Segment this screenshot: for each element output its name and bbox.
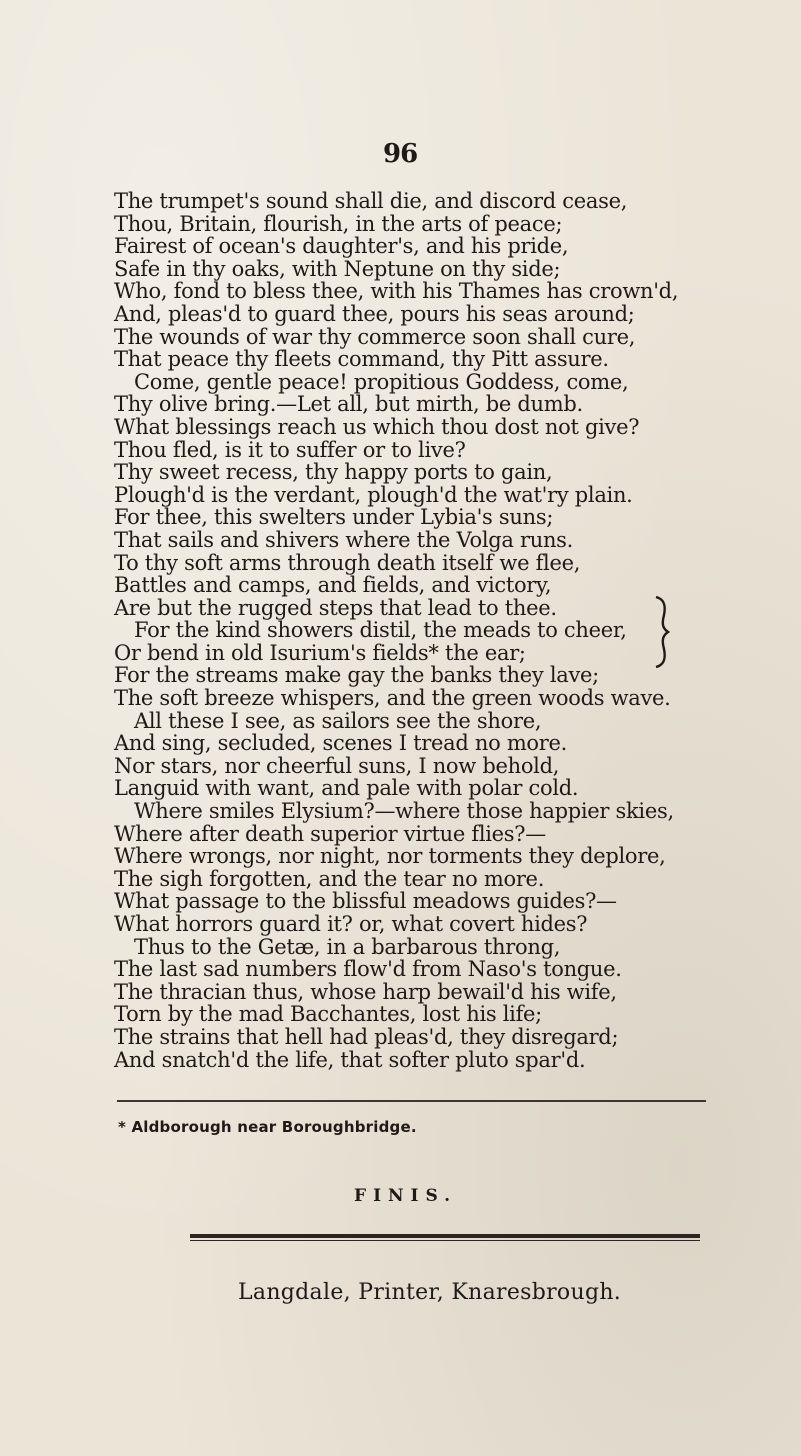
verse-line: For thee, this swelters under Lybia's suns; bbox=[114, 505, 554, 530]
poem-text bbox=[114, 190, 714, 1071]
verse-line: Torn by the mad Bacchantes, lost his life; bbox=[114, 1002, 542, 1027]
verse-line: The last sad numbers flow'd from Naso's tongue. bbox=[114, 957, 622, 982]
printer-imprint: Langdale, Printer, Knaresbrough. bbox=[238, 1280, 622, 1305]
triplet-brace bbox=[650, 595, 674, 669]
verse-line: And sing, secluded, scenes I tread no more. bbox=[114, 731, 568, 756]
verse-line: Languid with want, and pale with polar cold. bbox=[114, 776, 579, 801]
verse-line: The thracian thus, whose harp bewail'd his wife, bbox=[114, 979, 617, 1004]
verse-line: Come, gentle peace! propitious Goddess, come, bbox=[134, 369, 629, 394]
verse-line: Battles and camps, and fields, and victory, bbox=[114, 573, 552, 598]
verse-line: That sails and shivers where the Volga runs. bbox=[114, 527, 574, 552]
double-rule bbox=[190, 1234, 700, 1241]
verse-line: Who, fond to bless thee, with his Thames has crown'd, bbox=[114, 279, 679, 304]
verse-line: Or bend in old Isurium's fields* the ear; bbox=[114, 640, 526, 665]
verse-line: The strains that hell had pleas'd, they disregard; bbox=[114, 1024, 619, 1049]
verse-line: Thou fled, is it to suffer or to live? bbox=[114, 437, 466, 462]
footnote: * Aldborough near Boroughbridge. bbox=[118, 1118, 417, 1136]
verse-line: Thy sweet recess, thy happy ports to gain, bbox=[114, 460, 553, 485]
verse-line: Are but the rugged steps that lead to thee. bbox=[114, 595, 557, 620]
verse-line: The soft breeze whispers, and the green woods wave. bbox=[114, 686, 671, 711]
page-number: 96 bbox=[383, 139, 418, 169]
verse-line: For the kind showers distil, the meads to cheer, bbox=[134, 618, 627, 643]
verse-line: For the streams make gay the banks they lave; bbox=[114, 663, 599, 688]
verse-line: The trumpet's sound shall die, and discord cease, bbox=[114, 189, 628, 213]
verse-line: Where smiles Elysium?—where those happier skies, bbox=[134, 799, 674, 824]
verse-line: Safe in thy oaks, with Neptune on thy side; bbox=[114, 256, 561, 281]
verse-line: The wounds of war thy commerce soon shall cure, bbox=[114, 324, 636, 349]
verse-line: The sigh forgotten, and the tear no more. bbox=[114, 866, 545, 891]
verse-line: All these I see, as sailors see the shore, bbox=[134, 708, 542, 733]
verse-line: What horrors guard it? or, what covert hides? bbox=[114, 912, 588, 936]
verse-line: And snatch'd the life, that softer pluto spar'd. bbox=[114, 1047, 586, 1072]
verse-line: Fairest of ocean's daughter's, and his pride, bbox=[114, 234, 569, 259]
verse-line: And, pleas'd to guard thee, pours his seas around; bbox=[114, 301, 635, 326]
finis-text: FINIS. bbox=[354, 1186, 458, 1206]
verse-line: Nor stars, nor cheerful suns, I now behold, bbox=[114, 753, 560, 778]
verse-line: What passage to the blissful meadows guides?— bbox=[114, 889, 617, 914]
verse-line: What blessings reach us which thou dost not give? bbox=[114, 414, 640, 439]
footnote-rule bbox=[117, 1100, 706, 1102]
verse-line: Thus to the Getæ, in a barbarous throng, bbox=[134, 934, 561, 959]
verse-line: Plough'd is the verdant, plough'd the wat'ry plain. bbox=[114, 482, 633, 507]
verse-line: Thou, Britain, flourish, in the arts of peace; bbox=[114, 211, 563, 236]
verse-line: Where after death superior virtue flies?— bbox=[114, 821, 546, 846]
verse-line: That peace thy fleets command, thy Pitt assure. bbox=[114, 347, 609, 372]
verse-line: Where wrongs, nor night, nor torments they deplore, bbox=[114, 844, 666, 869]
verse-line: Thy olive bring.—Let all, but mirth, be dumb. bbox=[114, 392, 583, 417]
verse-line: To thy soft arms through death itself we flee, bbox=[114, 550, 581, 575]
